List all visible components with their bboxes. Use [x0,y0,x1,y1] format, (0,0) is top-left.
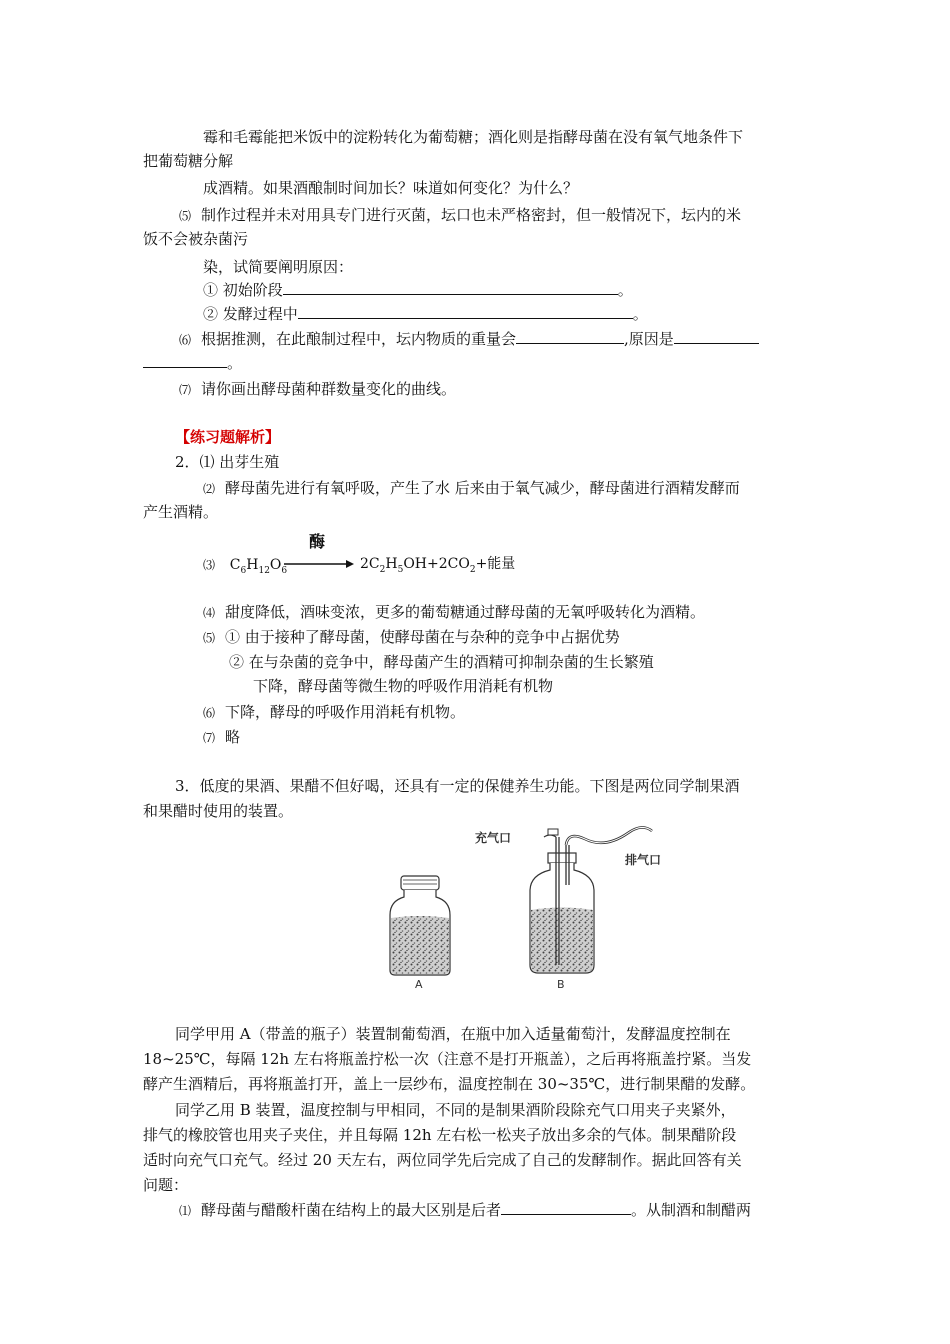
text-line: 饭不会被杂菌污 [143,230,249,248]
answer-blank[interactable] [516,328,624,344]
answer-number: ⑺ [203,731,216,745]
answer-text: ① 由于接种了酵母菌，使酵母菌在与杂种的竞争中占据优势 [225,628,620,646]
answer-number: ⑷ [203,606,216,620]
inlet-label: 充气口 [475,831,512,845]
answer-number: ⑹ [203,706,216,720]
question-number: ⑸ [179,209,192,223]
text-line: 排气的橡胶管也用夹子夹住，并且每隔 12h 左右松一松夹子放出多余的气体。制果醋阶段 [143,1126,737,1144]
fermentation-apparatus-figure [380,825,680,1000]
question-text: 酵母菌与醋酸杆菌在结构上的最大区别是后者 [201,1201,502,1219]
answer-2-5-2: ② 在与杂菌的竞争中，酵母菌产生的酒精可抑制杂菌的生长繁殖 [229,653,654,671]
punctuation: 。 [227,354,243,372]
answer-2-3 [203,553,287,582]
question-5-1 [203,279,633,301]
question-text: 根据推测，在此酿制过程中，坛内物质的重量会 [201,330,517,348]
figure-label-a: A [415,978,423,991]
sub-question-text: ② 发酵过程中 [203,305,298,323]
text-line: 把葡萄糖分解 [143,152,234,170]
enzyme-label: 酶 [309,532,326,551]
answer-2-7 [203,726,240,749]
jar-a [390,876,450,975]
answer-2-2 [203,477,740,500]
question-number: ⑺ [179,383,192,397]
text-line: 18~25℃，每隔 12h 左右将瓶盖拧松一次（注意不是打开瓶盖），之后再将瓶盖拧紧。当发 [143,1050,752,1068]
text-line: 成酒精。如果酒酿制时间加长？味道如何变化？为什么？ [203,179,579,197]
answer-text: 甜度降低，酒味变浓，更多的葡萄糖通过酵母菌的无氧呼吸转化为酒精。 [225,603,706,621]
text-line: 染，试简要阐明原因： [203,258,354,276]
answer-2-5-3: 下降，酵母菌等微生物的呼吸作用消耗有机物 [253,677,554,695]
question-text: 请你画出酵母菌种群数量变化的曲线。 [201,380,457,398]
text-line: 同学乙用 B 装置，温度控制与甲相同，不同的是制果酒阶段除充气口用夹子夹紧外， [175,1101,736,1119]
answer-number: ⑸ [203,631,216,645]
figure-label-b: B [557,978,565,991]
reaction-arrow-icon [284,557,354,571]
question-3: 3．低度的果酒、果醋不但好喝，还具有一定的保健养生功能。下图是两位同学制果酒 [175,777,740,795]
outlet-label: 排气口 [625,853,662,867]
answer-text: 略 [225,728,241,746]
sub-question-text: ① 初始阶段 [203,281,283,299]
question-number: ⑹ [179,333,192,347]
text-line: 同学甲用 A（带盖的瓶子）装置制葡萄酒，在瓶中加入适量葡萄汁，发酵温度控制在 [175,1025,731,1043]
text-line: 酵产生酒精后，再将瓶盖打开，盖上一层纱布，温度控制在 30~35℃，进行制果醋的发酵。 [143,1075,756,1093]
answer-2-5-1 [203,626,620,649]
text-line: 问题： [143,1176,189,1194]
question-text: 制作过程并未对用具专门进行灭菌，坛口也未严格密封，但一般情况下，坛内的米 [201,206,742,224]
text-line: 霉和毛霉能把米饭中的淀粉转化为葡萄糖；酒化则是指酵母菌在没有氧气地条件下 [203,128,744,146]
punctuation: 。 [617,281,633,299]
question-text: 。从制酒和制醋两 [631,1201,752,1219]
section-heading: 【练习题解析】 [175,428,281,446]
question-6-cont [143,352,242,374]
equation-left: $C_6H_{12}O_6$ [229,557,288,576]
jar-b [530,827,652,973]
answer-blank[interactable] [298,303,633,319]
question-5 [179,204,741,227]
question-5-2 [203,303,648,325]
answer-text: 酵母菌先进行有氧呼吸，产生了水 后来由于氧气减少，酵母菌进行酒精发酵而 [225,479,740,497]
answer-2-4 [203,601,705,624]
answer-text: 下降，酵母的呼吸作用消耗有机物。 [225,703,466,721]
answer-2-1: 2．⑴ 出芽生殖 [175,453,280,471]
text-line: 产生酒精。 [143,503,219,521]
answer-2-6 [203,701,465,724]
answer-blank[interactable] [283,279,618,295]
answer-number: ⑵ [203,482,216,496]
question-7 [179,378,456,401]
question-number: ⑴ [179,1204,192,1218]
text-line: 和果醋时使用的装置。 [143,802,294,820]
question-text: ,原因是 [624,330,674,348]
answer-blank[interactable] [674,328,759,344]
question-3-1 [179,1199,751,1222]
answer-blank[interactable] [501,1199,631,1215]
text-line: 适时向充气口充气。经过 20 天左右，两位同学先后完成了自己的发酵制作。据此回答有关 [143,1151,742,1169]
answer-blank[interactable] [143,352,227,368]
punctuation: 。 [632,305,648,323]
equation-right: $2C_2H_5OH+2CO_2+$能量 [360,556,516,575]
answer-number: ⑶ [203,558,216,572]
question-6 [179,328,759,351]
